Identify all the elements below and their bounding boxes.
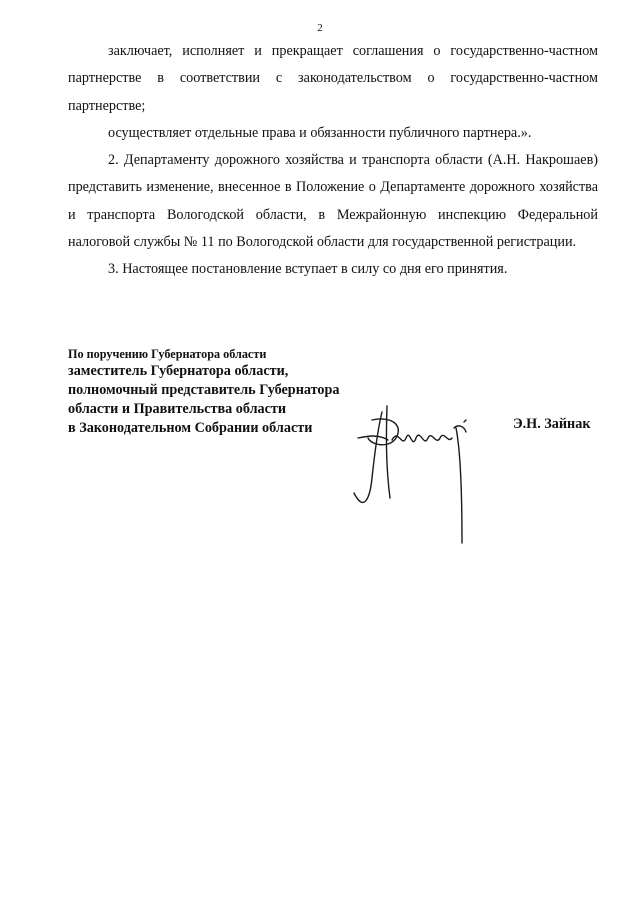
handwritten-signature [342, 398, 492, 550]
paragraph-item-2: 2. Департаменту дорожного хозяйства и транспорта области (А.Н. Накрошаев) представить изменение, внесенное в Положение о Департаменте дорожного хозяйства и транспорта Вологодской области, в Межрайонную инспекцию Федеральной налоговой службы № 11 по Вологодской области для государственной регистрации. [68, 152, 598, 251]
signatory-title-line-1: заместитель Губернатора области, [68, 363, 289, 379]
page-number: 2 [317, 22, 323, 34]
signatory-title-line-3: области и Правительства области [68, 401, 287, 417]
signatory-title-line-4: в Законодательном Собрании области [68, 420, 313, 436]
paragraph-clause-conclude-agreements: заключает, исполняет и прекращает соглашения о государственно-частном партнерстве в соответствии с законодательством о государственно-частном партнерстве; [68, 43, 598, 114]
signatory-title-line-2: полномочный представитель Губернатора [68, 382, 340, 398]
paragraph-clause-rights: осуществляет отдельные права и обязанности публичного партнера.». [108, 124, 532, 141]
document-body [68, 38, 598, 284]
signatory-name: Э.Н. Зайнак [513, 416, 591, 432]
signatory-authority: По поручению Губернатора области [68, 347, 267, 361]
paragraph-item-3: 3. Настоящее постановление вступает в силу со дня его принятия. [108, 261, 508, 278]
